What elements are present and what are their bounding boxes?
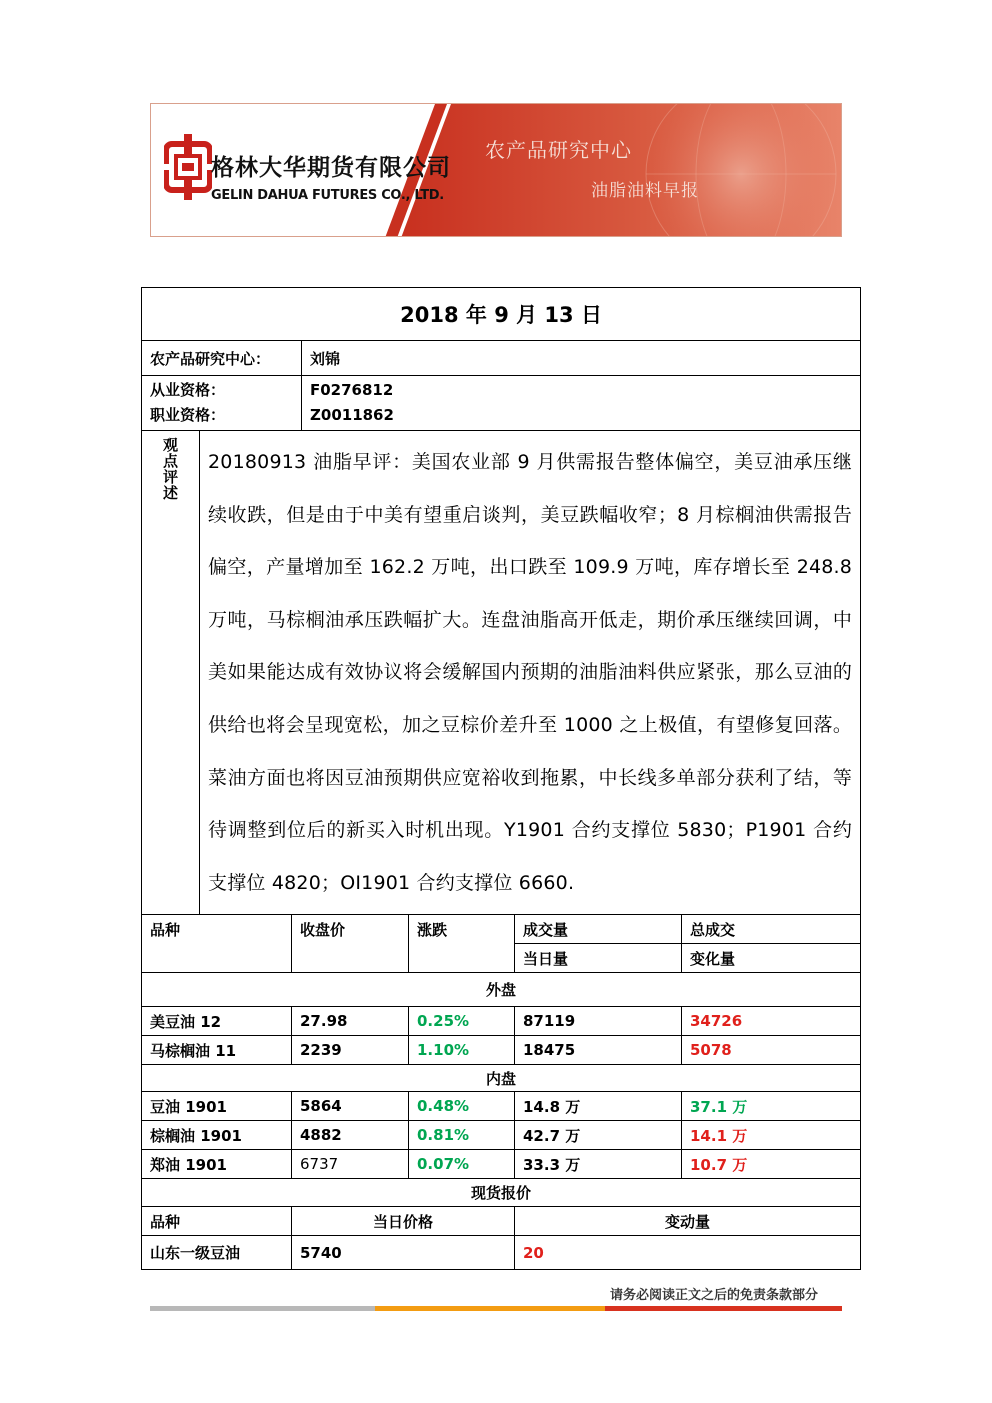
close-cell: 27.98 bbox=[292, 1007, 409, 1036]
qualification-labels bbox=[142, 376, 302, 431]
close-cell: 6737 bbox=[292, 1150, 409, 1179]
report-name: 油脂油料早报 bbox=[591, 181, 699, 201]
comment-label bbox=[142, 431, 200, 915]
comment-text: 20180913 油脂早评：美国农业部 9 月供需报告整体偏空，美豆油承压继续收跌，但是由于中美有望重启谈判，美豆跌幅收窄；8 月棕榈油供需报告偏空，产量增加至 162.2 万吨，出口跌至 109.9 万吨，库存增长至 248.8 万吨，马棕榈油承压跌幅扩大。连盘油脂高开低走，期价承压继续回调，中美如果能达成有效协议将会缓解国内预期的油脂油料供应紧张，那么豆油的供给也将会呈现宽松，加之豆棕价差升至 1000 之上极值，有望修复回落。菜油方面也将因豆油预期供应宽裕收到拖累，中长线多单部分获利了结，等待调整到位后的新买入时机出现。Y1901 合约支撑位 5830；P1901 合约支撑位 4820；OI1901 合约支撑位 6660. bbox=[200, 431, 861, 915]
volume-cell: 42.7 万 bbox=[515, 1121, 682, 1150]
change-cell: 0.48% bbox=[409, 1092, 515, 1121]
header-banner bbox=[150, 103, 842, 237]
footer-bar-red bbox=[605, 1306, 842, 1311]
close-cell: 5864 bbox=[292, 1092, 409, 1121]
report-table bbox=[141, 287, 861, 1270]
comment-label-char: 评 bbox=[162, 468, 178, 486]
table-row bbox=[142, 1121, 861, 1150]
table-row bbox=[142, 1007, 861, 1036]
change-cell: 1.10% bbox=[409, 1036, 515, 1065]
qualification-1-label: 从业资格： bbox=[150, 381, 226, 399]
spot-header-variety: 品种 bbox=[142, 1207, 292, 1236]
footer-bar-gray bbox=[150, 1306, 375, 1311]
table-row bbox=[142, 1236, 861, 1270]
report-date: 2018 年 9 月 13 日 bbox=[142, 288, 861, 341]
section-domestic: 内盘 bbox=[142, 1065, 861, 1092]
volume-cell: 87119 bbox=[515, 1007, 682, 1036]
col-header-close: 收盘价 bbox=[292, 915, 409, 973]
qualification-values bbox=[302, 376, 861, 431]
footer-bar-orange bbox=[375, 1306, 605, 1311]
variety-cell: 马棕榈油 11 bbox=[142, 1036, 292, 1065]
spot-header-price: 当日价格 bbox=[292, 1207, 515, 1236]
spot-variety-cell: 山东一级豆油 bbox=[142, 1236, 292, 1270]
qualification-2-label: 职业资格： bbox=[150, 406, 226, 424]
volume-cell: 33.3 万 bbox=[515, 1150, 682, 1179]
report-body bbox=[141, 287, 860, 1270]
col-header-variety: 品种 bbox=[142, 915, 292, 973]
disclaimer-text: 请务必阅读正文之后的免责条款部分 bbox=[610, 1288, 819, 1303]
variety-cell: 郑油 1901 bbox=[142, 1150, 292, 1179]
table-row bbox=[142, 1092, 861, 1121]
variety-cell: 棕榈油 1901 bbox=[142, 1121, 292, 1150]
change-cell: 0.07% bbox=[409, 1150, 515, 1179]
col-header-total-bottom: 变化量 bbox=[682, 944, 861, 973]
department-title: 农产品研究中心 bbox=[485, 138, 632, 162]
close-cell: 2239 bbox=[292, 1036, 409, 1065]
variety-cell: 美豆油 12 bbox=[142, 1007, 292, 1036]
table-row bbox=[142, 1150, 861, 1179]
company-logo bbox=[164, 134, 212, 200]
section-foreign: 外盘 bbox=[142, 973, 861, 1007]
col-header-change: 涨跌 bbox=[409, 915, 515, 973]
company-name-en: GELIN DAHUA FUTURES CO., LTD. bbox=[211, 188, 444, 203]
change-cell: 0.25% bbox=[409, 1007, 515, 1036]
qualification-2-value: Z0011862 bbox=[310, 406, 394, 424]
qualification-1-value: F0276812 bbox=[310, 381, 394, 399]
section-spot: 现货报价 bbox=[142, 1179, 861, 1207]
table-row bbox=[142, 1036, 861, 1065]
total-change-cell: 5078 bbox=[682, 1036, 861, 1065]
change-cell: 0.81% bbox=[409, 1121, 515, 1150]
close-cell: 4882 bbox=[292, 1121, 409, 1150]
spot-header-change: 变动量 bbox=[515, 1207, 861, 1236]
variety-cell: 豆油 1901 bbox=[142, 1092, 292, 1121]
total-change-cell: 14.1 万 bbox=[682, 1121, 861, 1150]
volume-cell: 14.8 万 bbox=[515, 1092, 682, 1121]
company-name-cn: 格林大华期货有限公司 bbox=[211, 155, 451, 181]
comment-label-char: 观 bbox=[162, 436, 178, 454]
col-header-volume-bottom: 当日量 bbox=[515, 944, 682, 973]
total-change-cell: 10.7 万 bbox=[682, 1150, 861, 1179]
volume-cell: 18475 bbox=[515, 1036, 682, 1065]
total-change-cell: 34726 bbox=[682, 1007, 861, 1036]
comment-label-char: 点 bbox=[162, 452, 178, 470]
author-name: 刘锦 bbox=[302, 341, 861, 376]
spot-change-cell: 20 bbox=[515, 1236, 861, 1270]
comment-label-char: 述 bbox=[162, 484, 178, 502]
total-change-cell: 37.1 万 bbox=[682, 1092, 861, 1121]
col-header-volume-top: 成交量 bbox=[515, 915, 682, 944]
spot-price-cell: 5740 bbox=[292, 1236, 515, 1270]
col-header-total-top: 总成交 bbox=[682, 915, 861, 944]
center-label: 农产品研究中心： bbox=[142, 341, 302, 376]
